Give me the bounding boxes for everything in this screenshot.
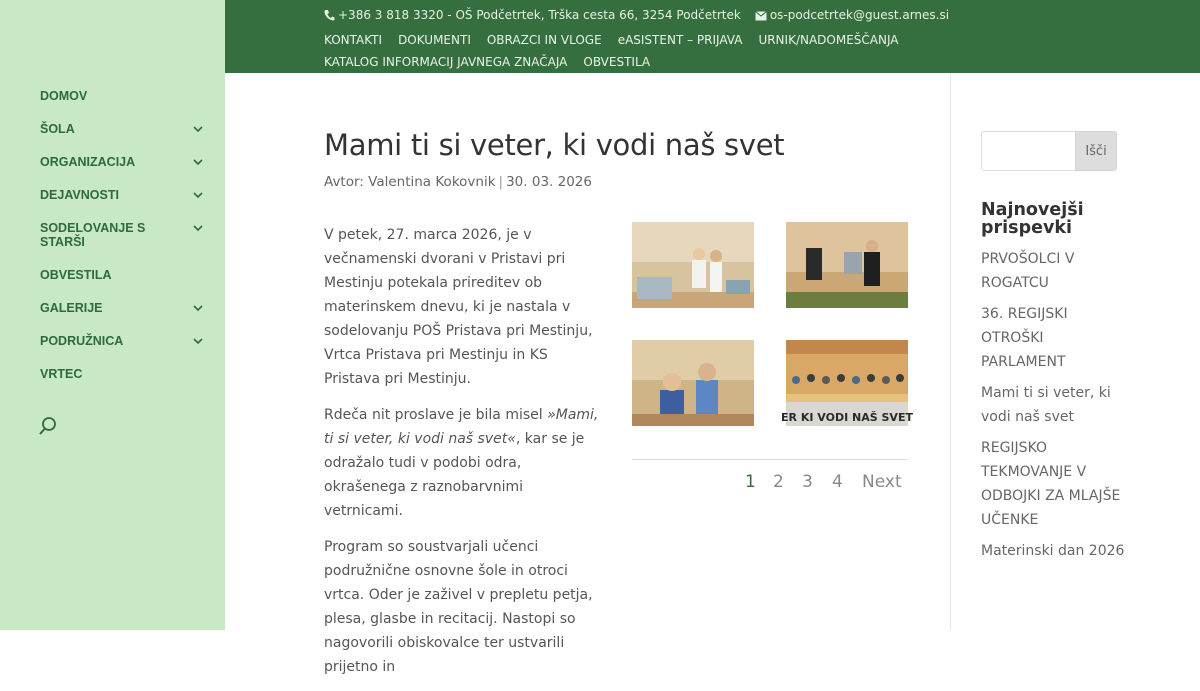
- page-link-1[interactable]: 1: [745, 472, 756, 492]
- recent-posts-title: Najnovejši prispevki: [981, 200, 1084, 238]
- contact-phone: +386 3 818 3320 - OŠ Podčetrtek, Trška cesta 66, 3254 Podčetrtek: [338, 8, 741, 22]
- article-author[interactable]: Avtor: Valentina Kokovnik: [324, 174, 496, 190]
- page-link-4[interactable]: 4: [832, 472, 843, 492]
- gallery-thumbnail[interactable]: [786, 222, 908, 308]
- recent-post-link[interactable]: REGIJSKO TEKMOVANJE V ODBOJKI ZA MLAJŠE UČENKE: [981, 440, 1121, 528]
- banner-text: ER KI VODI NAŠ SVET: [781, 411, 913, 424]
- nav-item-podruznica[interactable]: [40, 333, 210, 366]
- recent-post-link[interactable]: Materinski dan 2026: [981, 543, 1125, 559]
- gallery-pagination: [632, 459, 908, 499]
- nav-item-organizacija[interactable]: [40, 154, 210, 187]
- page-link-2[interactable]: 2: [773, 472, 784, 492]
- main-content: [225, 73, 950, 675]
- chevron-down-icon[interactable]: [192, 302, 204, 314]
- gallery-thumbnail[interactable]: [781, 340, 913, 426]
- chevron-down-icon[interactable]: [192, 189, 204, 201]
- top-menu-urnik[interactable]: URNIK/NADOMEŠČANJA: [758, 33, 899, 47]
- nav-item-label: VRTEC: [40, 367, 83, 381]
- top-menu-kontakti[interactable]: KONTAKTI: [324, 33, 383, 47]
- chevron-down-icon[interactable]: [192, 335, 204, 347]
- search-button[interactable]: Išči: [1075, 131, 1117, 171]
- nav-item-label: SODELOVANJE S STARŠI: [40, 221, 146, 249]
- next-page-link[interactable]: Next: [862, 472, 902, 492]
- motto-quote: »Mami, ti si veter, ki vodi naš svet«: [324, 407, 599, 447]
- photo-boys-with-drums: [786, 222, 908, 308]
- left-sidebar: [0, 0, 225, 630]
- sidebar-search: [981, 131, 1117, 171]
- chevron-down-icon[interactable]: [192, 123, 204, 135]
- nav-item-dejavnosti[interactable]: [40, 187, 210, 220]
- meta-separator: |: [498, 174, 504, 190]
- search-icon[interactable]: [38, 416, 58, 436]
- nav-item-galerije[interactable]: [40, 300, 210, 333]
- nav-item-sola[interactable]: [40, 121, 210, 154]
- nav-item-obvestila[interactable]: [40, 267, 210, 300]
- article-body: [324, 223, 602, 691]
- nav-item-label: DOMOV: [40, 89, 88, 103]
- photo-two-boys: [632, 340, 754, 426]
- top-header: [225, 0, 1200, 73]
- photo-children-on-stage: [632, 222, 754, 308]
- article-paragraph: [324, 403, 602, 523]
- top-menu-easistent[interactable]: eASISTENT – PRIJAVA: [617, 33, 743, 47]
- top-menu-obrazci[interactable]: OBRAZCI IN VLOGE: [486, 33, 602, 47]
- nav-item-vrtec[interactable]: [40, 366, 210, 399]
- top-menu-dokumenti[interactable]: DOKUMENTI: [398, 33, 471, 47]
- nav-item-label: GALERIJE: [40, 301, 103, 315]
- phone-icon: [324, 9, 335, 21]
- photo-stage-banner: [781, 340, 913, 426]
- nav-item-sodelovanje[interactable]: [40, 220, 210, 267]
- contact-email[interactable]: os-podcetrtek@guest.arnes.si: [769, 8, 950, 22]
- recent-posts-list: [981, 247, 1126, 570]
- gallery-thumbnail[interactable]: [632, 340, 754, 426]
- paragraph-text: , kar se je odražalo tudi v podobi odra, okrašenega z raznobarvnimi vetrnicami.: [324, 431, 585, 519]
- article-title: Mami ti si veter, ki vodi naš svet: [324, 128, 785, 162]
- article-paragraph: V petek, 27. marca 2026, je v večnamenski dvorani v Pristavi pri Mestinju potekala prireditev ob materinskem dnevu, ki je nastala v sodelovanju POŠ Pristava pri Mestinju, Vrtca Pristava pri Mestinju in KS Pristava pri Mestinju.: [324, 227, 593, 387]
- nav-item-label: ŠOLA: [40, 122, 75, 136]
- gallery-thumbnail[interactable]: [632, 222, 754, 308]
- sidebar-divider: [950, 73, 951, 630]
- top-menu-katalog[interactable]: KATALOG INFORMACIJ JAVNEGA ZNAČAJA: [324, 55, 568, 69]
- article-paragraph: Program so soustvarjali učenci podružnične osnovne šole in otroci vrtca. Oder je zaživel v prepletu petja, plesa, glasbe in recitacij. Nastopi so nagovorili obiskovalce ter ustvarili prijetno in: [324, 539, 593, 675]
- recent-post-link[interactable]: 36. REGIJSKI OTROŠKI PARLAMENT: [981, 306, 1068, 370]
- chevron-down-icon[interactable]: [192, 156, 204, 168]
- nav-item-domov[interactable]: [40, 88, 210, 121]
- contact-info: [324, 8, 949, 22]
- top-menu-obvestila[interactable]: OBVESTILA: [583, 55, 651, 69]
- recent-post-link[interactable]: Mami ti si veter, ki vodi naš svet: [981, 385, 1111, 425]
- top-menu: [324, 29, 964, 73]
- chevron-down-icon[interactable]: [192, 222, 204, 234]
- paragraph-text: Rdeča nit proslave je bila misel: [324, 407, 548, 423]
- nav-item-label: DEJAVNOSTI: [40, 188, 119, 202]
- search-input[interactable]: [981, 131, 1075, 171]
- page-link-3[interactable]: 3: [802, 472, 813, 492]
- main-navigation: [40, 88, 210, 399]
- article-meta: [324, 174, 592, 190]
- article-date: 30. 03. 2026: [506, 174, 592, 190]
- email-icon: [755, 11, 767, 21]
- nav-item-label: ORGANIZACIJA: [40, 155, 136, 169]
- nav-item-label: OBVESTILA: [40, 268, 112, 282]
- recent-post-link[interactable]: PRVOŠOLCI V ROGATCU: [981, 251, 1075, 291]
- nav-item-label: PODRUŽNICA: [40, 334, 124, 348]
